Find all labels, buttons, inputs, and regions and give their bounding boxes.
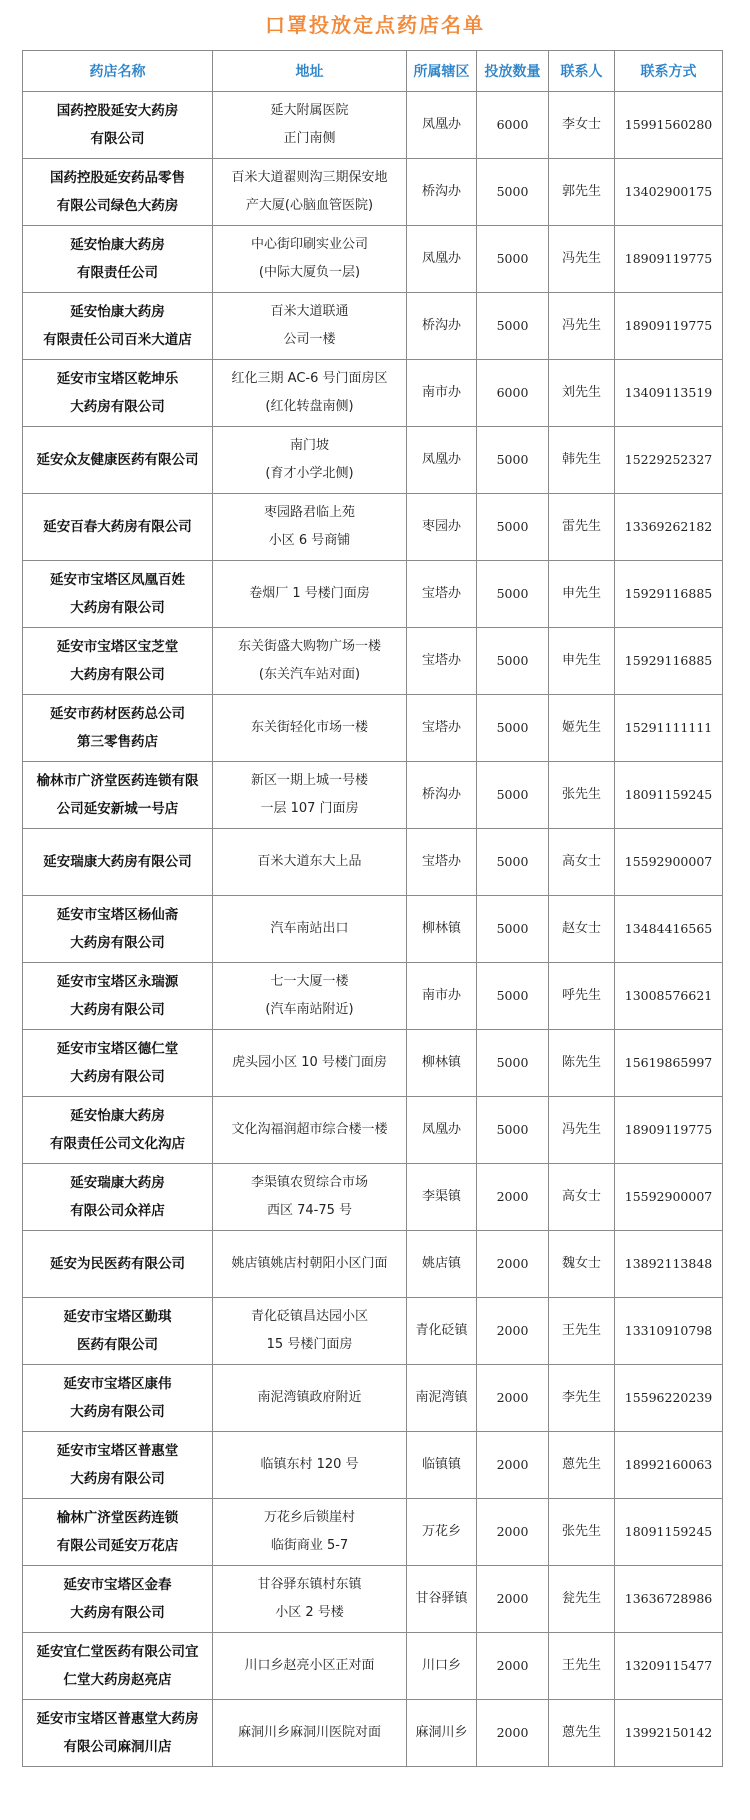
district-cell: 万花乡 [407, 1499, 477, 1566]
quantity-cell: 2000 [477, 1633, 549, 1700]
district-cell: 宝塔办 [407, 695, 477, 762]
district-cell: 凤凰办 [407, 92, 477, 159]
pharmacy-name-cell-line: 延安瑞康大药房有限公司 [43, 854, 192, 870]
pharmacy-name-cell [23, 1432, 213, 1499]
header-address: 地址 [213, 51, 407, 92]
pharmacy-name-cell-line: 大药房有限公司 [70, 935, 165, 951]
pharmacy-name-cell-line: 榆林广济堂医药连锁 [56, 1510, 179, 1526]
address-cell-line: 卷烟厂 1 号楼门面房 [249, 586, 370, 601]
quantity-cell: 5000 [477, 159, 549, 226]
table-row [23, 1499, 723, 1566]
pharmacy-name-cell-line: 延安市宝塔区永瑞源 [56, 974, 179, 990]
pharmacy-name-cell-line: 有限公司麻洞川店 [63, 1739, 172, 1755]
district-cell: 麻洞川乡 [407, 1700, 477, 1767]
quantity-cell: 5000 [477, 963, 549, 1030]
address-cell-line: 新区一期上城一号楼 [250, 773, 368, 788]
quantity-cell: 5000 [477, 494, 549, 561]
quantity-cell: 5000 [477, 628, 549, 695]
address-cell-line: 产大厦(心脑血管医院) [245, 198, 374, 213]
pharmacy-name-cell [23, 1097, 213, 1164]
pharmacy-name-cell [23, 561, 213, 628]
table-row [23, 293, 723, 360]
phone-cell: 15596220239 [615, 1365, 723, 1432]
pharmacy-name-cell [23, 1030, 213, 1097]
address-cell [213, 1566, 407, 1633]
phone-cell: 13209115477 [615, 1633, 723, 1700]
address-cell-line: 临街商业 5-7 [270, 1538, 349, 1553]
pharmacy-name-cell [23, 159, 213, 226]
pharmacy-name-cell [23, 628, 213, 695]
pharmacy-name-cell-line: 榆林市广济堂医药连锁有限 [36, 773, 199, 789]
table-row [23, 963, 723, 1030]
contact-cell: 陈先生 [549, 1030, 615, 1097]
table-row [23, 1030, 723, 1097]
phone-cell: 18091159245 [615, 762, 723, 829]
table-row [23, 695, 723, 762]
contact-cell: 李先生 [549, 1365, 615, 1432]
phone-cell: 18909119775 [615, 226, 723, 293]
pharmacy-name-cell-line: 医药有限公司 [77, 1337, 158, 1353]
address-cell-line: 东关街盛大购物广场一楼 [237, 639, 381, 654]
address-cell-line: (汽车南站附近) [265, 1002, 354, 1017]
table-row [23, 1231, 723, 1298]
contact-cell: 张先生 [549, 1499, 615, 1566]
address-cell-line: 红化三期 AC-6 号门面房区 [231, 371, 388, 386]
pharmacy-name-cell-line: 大药房有限公司 [70, 1069, 165, 1085]
pharmacy-name-cell-line: 延安市药材医药总公司 [50, 706, 185, 722]
address-cell [213, 360, 407, 427]
district-cell: 李渠镇 [407, 1164, 477, 1231]
phone-cell: 13310910798 [615, 1298, 723, 1365]
contact-cell: 瓮先生 [549, 1566, 615, 1633]
table-row [23, 1365, 723, 1432]
pharmacy-name-cell-line: 延安百春大药房有限公司 [43, 519, 192, 535]
pharmacy-name-cell [23, 1298, 213, 1365]
address-cell-line: 百米大道联通 [270, 304, 349, 319]
address-cell-line: 东关街轻化市场一楼 [250, 720, 368, 735]
district-cell: 桥沟办 [407, 293, 477, 360]
quantity-cell: 5000 [477, 896, 549, 963]
pharmacy-name-cell [23, 1365, 213, 1432]
pharmacy-name-cell-line: 有限公司众祥店 [70, 1203, 165, 1219]
address-cell [213, 1298, 407, 1365]
pharmacy-name-cell [23, 1700, 213, 1767]
pharmacy-name-cell [23, 494, 213, 561]
address-cell-line: 川口乡赵亮小区正对面 [244, 1658, 375, 1673]
quantity-cell: 2000 [477, 1164, 549, 1231]
address-cell [213, 226, 407, 293]
pharmacy-name-cell-line: 延安市宝塔区勤琪 [63, 1309, 172, 1325]
address-cell-line: 西区 74-75 号 [266, 1203, 353, 1218]
address-cell-line: 枣园路君临上苑 [263, 505, 355, 520]
pharmacy-name-cell-line: 大药房有限公司 [70, 1404, 165, 1420]
district-cell: 宝塔办 [407, 829, 477, 896]
phone-cell: 15929116885 [615, 628, 723, 695]
district-cell: 临镇镇 [407, 1432, 477, 1499]
district-cell: 南泥湾镇 [407, 1365, 477, 1432]
page-title: 口罩投放定点药店名单 [265, 13, 485, 37]
pharmacy-name-cell-line: 延安怡康大药房 [70, 304, 165, 320]
pharmacy-name-cell-line: 公司延安新城一号店 [56, 801, 179, 817]
table-row [23, 628, 723, 695]
quantity-cell: 2000 [477, 1365, 549, 1432]
district-cell: 枣园办 [407, 494, 477, 561]
pharmacy-name-cell-line: 大药房有限公司 [70, 667, 165, 683]
address-cell-line: 15 号楼门面房 [266, 1337, 353, 1352]
pharmacy-name-cell-line: 有限责任公司百米大道店 [43, 332, 192, 348]
address-cell-line: 百米大道东大上品 [257, 854, 362, 869]
pharmacy-name-cell-line: 延安市宝塔区普惠堂大药房 [36, 1711, 199, 1727]
pharmacy-name-cell-line: 大药房有限公司 [70, 399, 165, 415]
table-row [23, 762, 723, 829]
contact-cell: 王先生 [549, 1298, 615, 1365]
contact-cell: 申先生 [549, 628, 615, 695]
table-row [23, 360, 723, 427]
phone-cell: 18992160063 [615, 1432, 723, 1499]
pharmacy-name-cell-line: 延安宜仁堂医药有限公司宜 [36, 1644, 199, 1660]
address-cell [213, 159, 407, 226]
phone-cell: 13636728986 [615, 1566, 723, 1633]
district-cell: 凤凰办 [407, 226, 477, 293]
address-cell-line: (红化转盘南侧) [265, 399, 354, 414]
pharmacy-name-cell-line: 第三零售药店 [77, 734, 158, 750]
contact-cell: 蒽先生 [549, 1700, 615, 1767]
contact-cell: 冯先生 [549, 226, 615, 293]
address-cell-line: 文化沟福润超市综合楼一楼 [231, 1122, 388, 1137]
contact-cell: 呼先生 [549, 963, 615, 1030]
address-cell [213, 293, 407, 360]
contact-cell: 高女士 [549, 829, 615, 896]
quantity-cell: 5000 [477, 1030, 549, 1097]
table-row [23, 1164, 723, 1231]
address-cell-line: 李渠镇农贸综合市场 [250, 1175, 368, 1190]
table-row [23, 829, 723, 896]
district-cell: 桥沟办 [407, 159, 477, 226]
district-cell: 川口乡 [407, 1633, 477, 1700]
phone-cell: 13484416565 [615, 896, 723, 963]
phone-cell: 18091159245 [615, 1499, 723, 1566]
phone-cell: 15229252327 [615, 427, 723, 494]
table-row [23, 1700, 723, 1767]
phone-cell: 13369262182 [615, 494, 723, 561]
address-cell-line: 小区 6 号商铺 [268, 533, 351, 548]
header-district: 所属辖区 [407, 51, 477, 92]
phone-cell: 13409113519 [615, 360, 723, 427]
table-row [23, 226, 723, 293]
contact-cell: 申先生 [549, 561, 615, 628]
table-row [23, 561, 723, 628]
contact-cell: 赵女士 [549, 896, 615, 963]
address-cell [213, 896, 407, 963]
contact-cell: 雷先生 [549, 494, 615, 561]
phone-cell: 15929116885 [615, 561, 723, 628]
phone-cell: 15991560280 [615, 92, 723, 159]
header-phone: 联系方式 [615, 51, 723, 92]
pharmacy-name-cell-line: 延安市宝塔区普惠堂 [56, 1443, 179, 1459]
pharmacy-name-cell-line: 有限公司延安万花店 [56, 1538, 179, 1554]
phone-cell: 13008576621 [615, 963, 723, 1030]
pharmacy-name-cell-line: 延安市宝塔区凤凰百姓 [50, 572, 185, 588]
address-cell [213, 762, 407, 829]
phone-cell: 18909119775 [615, 1097, 723, 1164]
pharmacy-name-cell-line: 大药房有限公司 [70, 1002, 165, 1018]
pharmacy-name-cell [23, 92, 213, 159]
district-cell: 柳林镇 [407, 896, 477, 963]
address-cell [213, 1164, 407, 1231]
pharmacy-name-cell [23, 963, 213, 1030]
address-cell-line: 姚店镇姚店村朝阳小区门面 [231, 1256, 388, 1271]
quantity-cell: 5000 [477, 829, 549, 896]
district-cell: 青化砭镇 [407, 1298, 477, 1365]
address-cell-line: 南泥湾镇政府附近 [257, 1390, 362, 1405]
pharmacy-name-cell [23, 293, 213, 360]
pharmacy-name-cell [23, 427, 213, 494]
pharmacy-name-cell-line: 延安怡康大药房 [70, 237, 165, 253]
quantity-cell: 5000 [477, 695, 549, 762]
table-row [23, 159, 723, 226]
table-row [23, 1298, 723, 1365]
pharmacy-name-cell-line: 延安众友健康医药有限公司 [36, 452, 199, 468]
quantity-cell: 5000 [477, 293, 549, 360]
address-cell-line: 临镇东村 120 号 [260, 1457, 359, 1472]
address-cell [213, 427, 407, 494]
district-cell: 柳林镇 [407, 1030, 477, 1097]
pharmacy-name-cell-line: 延安市宝塔区乾坤乐 [56, 371, 179, 387]
address-cell [213, 561, 407, 628]
quantity-cell: 2000 [477, 1499, 549, 1566]
pharmacy-name-cell-line: 延安市宝塔区金春 [63, 1577, 172, 1593]
address-cell [213, 1633, 407, 1700]
table-header-row [23, 51, 723, 92]
pharmacy-name-cell [23, 762, 213, 829]
quantity-cell: 2000 [477, 1566, 549, 1633]
header-contact: 联系人 [549, 51, 615, 92]
table-row [23, 1566, 723, 1633]
address-cell-line: 百米大道翟则沟三期保安地 [231, 170, 388, 185]
pharmacy-name-cell-line: 延安市宝塔区康伟 [63, 1376, 172, 1392]
district-cell: 凤凰办 [407, 1097, 477, 1164]
contact-cell: 王先生 [549, 1633, 615, 1700]
pharmacy-name-cell [23, 360, 213, 427]
contact-cell: 李女士 [549, 92, 615, 159]
contact-cell: 郭先生 [549, 159, 615, 226]
phone-cell: 15592900007 [615, 829, 723, 896]
pharmacy-name-cell [23, 896, 213, 963]
address-cell-line: (育才小学北侧) [265, 466, 354, 481]
table-row [23, 1633, 723, 1700]
address-cell-line: 七一大厦一楼 [270, 974, 349, 989]
pharmacy-name-cell-line: 延安市宝塔区宝芝堂 [56, 639, 179, 655]
address-cell-line: (中际大厦负一层) [258, 265, 361, 280]
quantity-cell: 2000 [477, 1298, 549, 1365]
contact-cell: 姬先生 [549, 695, 615, 762]
pharmacy-name-cell [23, 1231, 213, 1298]
pharmacy-name-cell-line: 有限公司 [90, 131, 145, 147]
address-cell [213, 1432, 407, 1499]
district-cell: 南市办 [407, 360, 477, 427]
district-cell: 姚店镇 [407, 1231, 477, 1298]
phone-cell: 13892113848 [615, 1231, 723, 1298]
pharmacy-name-cell-line: 延安市宝塔区杨仙斋 [56, 907, 179, 923]
phone-cell: 15592900007 [615, 1164, 723, 1231]
phone-cell: 13402900175 [615, 159, 723, 226]
contact-cell: 高女士 [549, 1164, 615, 1231]
address-cell-line: 万花乡后锁崖村 [263, 1510, 355, 1525]
pharmacy-name-cell-line: 有限责任公司文化沟店 [50, 1136, 185, 1152]
pharmacy-name-cell [23, 829, 213, 896]
pharmacy-name-cell-line: 国药控股延安大药房 [56, 103, 179, 119]
address-cell [213, 1700, 407, 1767]
contact-cell: 魏女士 [549, 1231, 615, 1298]
address-cell [213, 494, 407, 561]
address-cell-line: 中心街印刷实业公司 [250, 237, 368, 252]
district-cell: 宝塔办 [407, 628, 477, 695]
pharmacy-name-cell [23, 1566, 213, 1633]
district-cell: 甘谷驿镇 [407, 1566, 477, 1633]
address-cell-line: 小区 2 号楼 [275, 1605, 344, 1620]
quantity-cell: 5000 [477, 1097, 549, 1164]
pharmacy-name-cell-line: 延安瑞康大药房 [70, 1175, 165, 1191]
pharmacy-table [22, 50, 723, 1767]
address-cell [213, 628, 407, 695]
quantity-cell: 2000 [477, 1432, 549, 1499]
pharmacy-name-cell-line: 大药房有限公司 [70, 1471, 165, 1487]
table-row [23, 1432, 723, 1499]
contact-cell: 张先生 [549, 762, 615, 829]
address-cell [213, 1030, 407, 1097]
quantity-cell: 6000 [477, 92, 549, 159]
table-row [23, 427, 723, 494]
address-cell [213, 92, 407, 159]
quantity-cell: 5000 [477, 561, 549, 628]
address-cell-line: 南门坡 [289, 438, 329, 453]
pharmacy-name-cell-line: 大药房有限公司 [70, 1605, 165, 1621]
pharmacy-name-cell-line: 延安怡康大药房 [70, 1108, 165, 1124]
address-cell-line: 延大附属医院 [270, 103, 349, 118]
pharmacy-name-cell-line: 有限公司绿色大药房 [56, 198, 179, 214]
district-cell: 宝塔办 [407, 561, 477, 628]
address-cell-line: 一层 107 门面房 [260, 801, 359, 816]
header-pharmacy-name: 药店名称 [23, 51, 213, 92]
address-cell-line: 甘谷驿东镇村东镇 [257, 1577, 362, 1592]
address-cell [213, 1231, 407, 1298]
address-cell [213, 1097, 407, 1164]
pharmacy-name-cell-line: 仁堂大药房赵亮店 [63, 1672, 172, 1688]
quantity-cell: 2000 [477, 1231, 549, 1298]
district-cell: 桥沟办 [407, 762, 477, 829]
phone-cell: 18909119775 [615, 293, 723, 360]
quantity-cell: 2000 [477, 1700, 549, 1767]
pharmacy-name-cell-line: 国药控股延安药品零售 [50, 170, 185, 186]
contact-cell: 冯先生 [549, 293, 615, 360]
pharmacy-name-cell-line: 延安为民医药有限公司 [50, 1256, 185, 1272]
district-cell: 南市办 [407, 963, 477, 1030]
pharmacy-name-cell-line: 有限责任公司 [77, 265, 158, 281]
header-quantity: 投放数量 [477, 51, 549, 92]
address-cell-line: 公司一楼 [283, 332, 336, 347]
district-cell: 凤凰办 [407, 427, 477, 494]
address-cell-line: 麻洞川乡麻洞川医院对面 [237, 1725, 381, 1740]
address-cell [213, 829, 407, 896]
table-row [23, 494, 723, 561]
pharmacy-name-cell [23, 1633, 213, 1700]
table-body [23, 92, 723, 1767]
contact-cell: 冯先生 [549, 1097, 615, 1164]
address-cell-line: 汽车南站出口 [270, 921, 349, 936]
address-cell-line: 青化砭镇昌达园小区 [250, 1309, 368, 1324]
contact-cell: 刘先生 [549, 360, 615, 427]
pharmacy-name-cell-line: 延安市宝塔区德仁堂 [56, 1041, 179, 1057]
pharmacy-name-cell-line: 大药房有限公司 [70, 600, 165, 616]
address-cell-line: 虎头园小区 10 号楼门面房 [232, 1055, 387, 1070]
phone-cell: 13992150142 [615, 1700, 723, 1767]
table-row [23, 1097, 723, 1164]
pharmacy-name-cell [23, 695, 213, 762]
address-cell [213, 1365, 407, 1432]
quantity-cell: 6000 [477, 360, 549, 427]
table-row [23, 896, 723, 963]
pharmacy-name-cell [23, 226, 213, 293]
pharmacy-name-cell [23, 1164, 213, 1231]
contact-cell: 韩先生 [549, 427, 615, 494]
phone-cell: 15291111111 [615, 695, 723, 762]
address-cell [213, 963, 407, 1030]
address-cell-line: 正门南侧 [283, 131, 336, 146]
phone-cell: 15619865997 [615, 1030, 723, 1097]
address-cell-line: (东关汽车站对面) [258, 667, 361, 682]
address-cell [213, 695, 407, 762]
pharmacy-name-cell [23, 1499, 213, 1566]
table-row [23, 92, 723, 159]
quantity-cell: 5000 [477, 762, 549, 829]
quantity-cell: 5000 [477, 427, 549, 494]
contact-cell: 蒽先生 [549, 1432, 615, 1499]
quantity-cell: 5000 [477, 226, 549, 293]
address-cell [213, 1499, 407, 1566]
